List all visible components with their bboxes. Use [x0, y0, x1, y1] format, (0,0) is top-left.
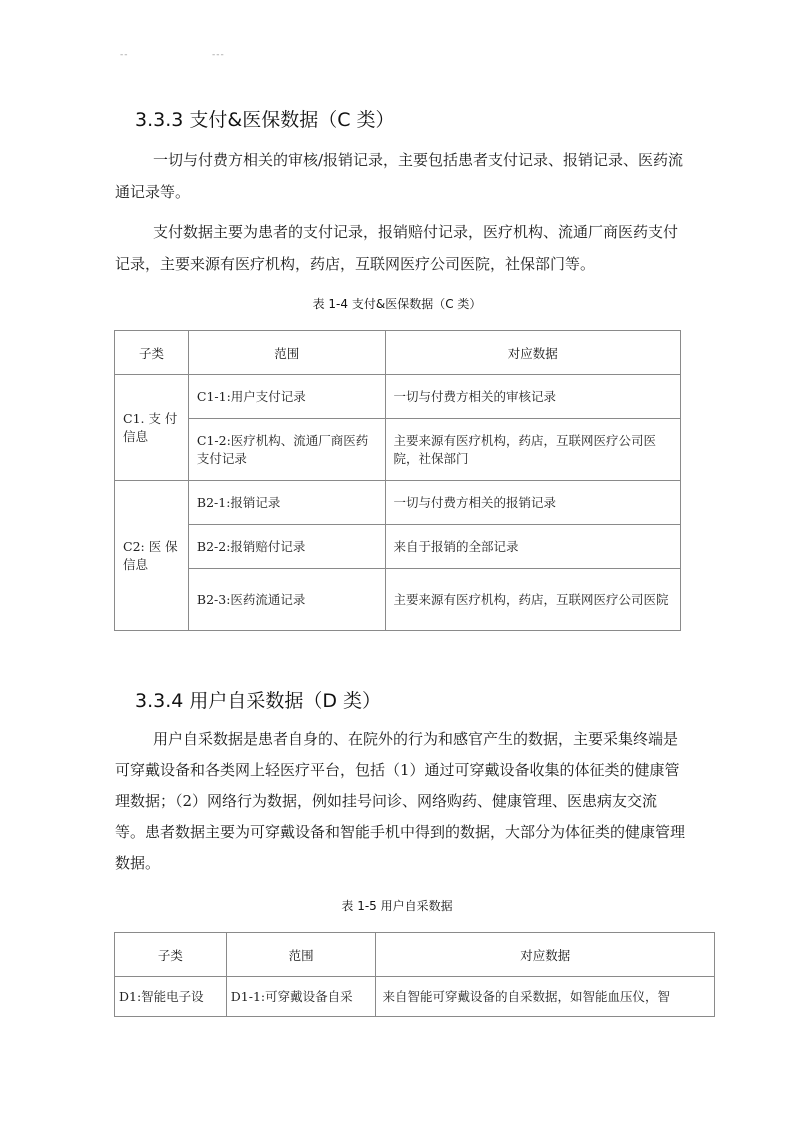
table-header-cell: 对应数据 — [385, 331, 680, 375]
table-header-cell: 子类 — [115, 933, 227, 977]
section-334-paragraph-1: 用户自采数据是患者自身的、在院外的行为和感官产生的数据，主要采集终端是可穿戴设备和各类网上轻医疗平台，包括（1）通过可穿戴设备收集的体征类的健康管理数据；（2）网络行为数据，例如挂号问诊、网络购药、健康管理、医患病友交流等。患者数据主要为可穿戴设备和智能手机中得到的数据，大部分为体征类的健康管理数据。 — [115, 730, 686, 872]
subclass-cell: C2: 医 保信息 — [115, 481, 189, 631]
table-header-cell: 范围 — [226, 933, 376, 977]
section-333-paragraph-1: 一切与付费方相关的审核/报销记录，主要包括患者支付记录、报销记录、医药流通记录等。 — [115, 151, 684, 201]
scope-cell: B2-3:医药流通记录 — [188, 569, 385, 631]
table-1-5-caption: 表 1-5 用户自采数据 — [341, 899, 453, 913]
data-cell: 一切与付费方相关的审核记录 — [385, 375, 680, 419]
table-row — [115, 419, 681, 481]
table-row — [115, 569, 681, 631]
scope-cell: B2-2:报销赔付记录 — [188, 525, 385, 569]
table-row — [115, 481, 681, 525]
table-row — [115, 977, 715, 1017]
scope-cell: B2-1:报销记录 — [188, 481, 385, 525]
data-cell: 一切与付费方相关的报销记录 — [385, 481, 680, 525]
table-header-cell: 子类 — [115, 331, 189, 375]
header-right-mark: --- — [212, 50, 225, 60]
table-header-cell: 对应数据 — [376, 933, 715, 977]
table-header-cell: 范围 — [188, 331, 385, 375]
table-1-4-caption: 表 1-4 支付&医保数据（C 类） — [312, 297, 482, 311]
table-row — [115, 525, 681, 569]
section-heading-333: 3.3.3 支付&医保数据（C 类） — [135, 109, 395, 131]
data-cell: 主要来源有医疗机构，药店，互联网医疗公司医院，社保部门 — [385, 419, 680, 481]
subclass-cell: C1. 支 付信息 — [115, 375, 189, 481]
scope-cell: D1-1:可穿戴设备自采 — [226, 977, 376, 1017]
table-row — [115, 375, 681, 419]
table-1-4 — [114, 330, 681, 631]
table-1-5 — [114, 932, 715, 1017]
page-header-marks — [120, 50, 240, 60]
data-cell: 来自智能可穿戴设备的自采数据，如智能血压仪，智 — [376, 977, 715, 1017]
scope-cell: C1-2:医疗机构、流通厂商医药支付记录 — [188, 419, 385, 481]
data-cell: 来自于报销的全部记录 — [385, 525, 680, 569]
header-left-mark: -- — [120, 50, 129, 60]
data-cell: 主要来源有医疗机构，药店，互联网医疗公司医院 — [385, 569, 680, 631]
scope-cell: C1-1:用户支付记录 — [188, 375, 385, 419]
table-header-row — [115, 933, 715, 977]
section-heading-334: 3.3.4 用户自采数据（D 类） — [135, 690, 382, 712]
subclass-cell: D1:智能电子设 — [115, 977, 227, 1017]
section-333-paragraph-2: 支付数据主要为患者的支付记录，报销赔付记录，医疗机构、流通厂商医药支付记录，主要来源有医疗机构，药店，互联网医疗公司医院，社保部门等。 — [115, 223, 679, 273]
table-header-row — [115, 331, 681, 375]
